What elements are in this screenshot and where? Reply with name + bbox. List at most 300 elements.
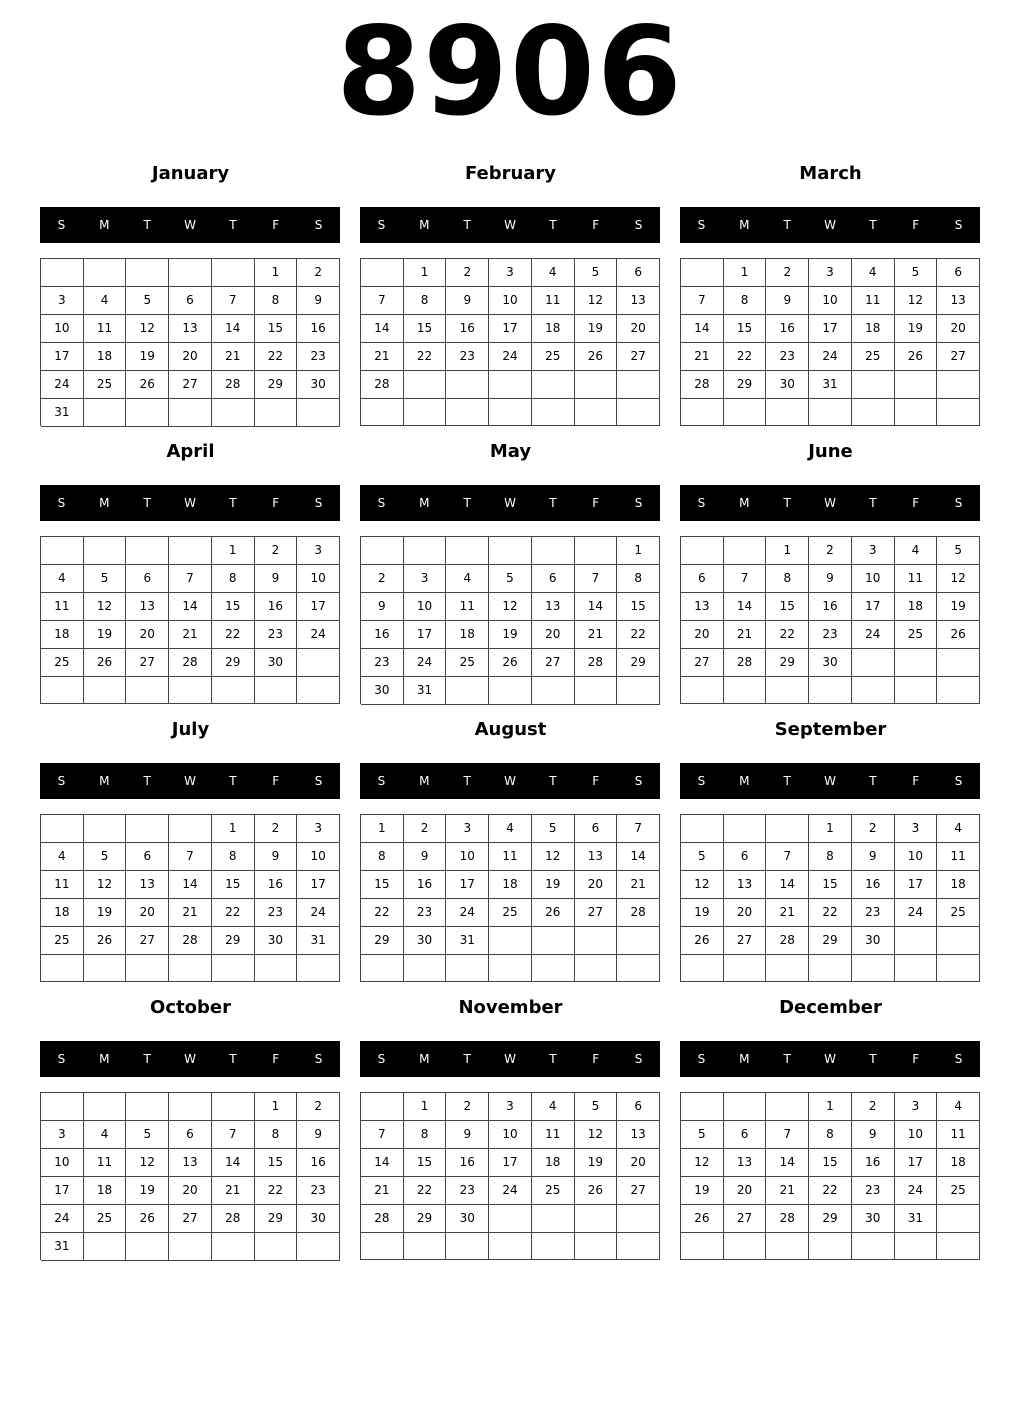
day-cell: 10	[297, 843, 340, 871]
day-cell: 5	[895, 259, 938, 287]
day-cell: 4	[895, 537, 938, 565]
day-grid	[680, 258, 980, 426]
weekday-label: T	[549, 218, 557, 232]
weekday-label: W	[504, 496, 516, 510]
weekday-label: S	[697, 218, 706, 232]
day-cell: 24	[297, 899, 340, 927]
day-cell: 24	[404, 649, 447, 677]
day-cell: 7	[212, 1121, 255, 1149]
day-cell: 27	[169, 1205, 212, 1233]
day-cell: 23	[446, 343, 489, 371]
day-cell: 24	[895, 899, 938, 927]
month-june	[680, 437, 981, 707]
day-cell	[724, 399, 767, 426]
day-cell	[446, 955, 489, 982]
day-cell	[724, 955, 767, 982]
day-cell	[212, 677, 255, 704]
day-cell: 2	[766, 259, 809, 287]
day-cell: 21	[681, 343, 724, 371]
day-cell: 24	[895, 1177, 938, 1205]
day-cell: 16	[446, 315, 489, 343]
day-cell: 17	[41, 1177, 84, 1205]
day-cell: 17	[297, 593, 340, 621]
weekday-header-bar	[680, 1041, 980, 1077]
day-cell	[937, 649, 980, 677]
month-name: December	[779, 997, 882, 1018]
day-cell: 7	[361, 1121, 404, 1149]
weekday-label: T	[463, 1052, 471, 1066]
weekday-label: S	[377, 1052, 386, 1066]
day-cell: 6	[617, 1093, 660, 1121]
day-cell	[532, 537, 575, 565]
day-cell: 22	[361, 899, 404, 927]
weekday-label: F	[912, 774, 920, 788]
day-cell: 15	[404, 315, 447, 343]
day-cell	[212, 1233, 255, 1261]
day-cell: 25	[84, 371, 127, 399]
day-cell: 13	[575, 843, 618, 871]
day-cell: 8	[212, 565, 255, 593]
day-cell: 24	[852, 621, 895, 649]
weekday-label: S	[377, 774, 386, 788]
day-cell: 1	[404, 1093, 447, 1121]
day-cell: 25	[532, 343, 575, 371]
day-cell: 30	[255, 927, 298, 955]
day-cell: 14	[724, 593, 767, 621]
day-cell	[126, 1093, 169, 1121]
day-cell	[766, 677, 809, 704]
day-cell	[937, 371, 980, 399]
day-cell	[361, 259, 404, 287]
weekday-label: F	[912, 218, 920, 232]
weekday-label: T	[783, 496, 791, 510]
day-cell: 16	[852, 871, 895, 899]
day-grid	[360, 258, 660, 426]
day-cell: 14	[212, 1149, 255, 1177]
day-cell	[617, 399, 660, 426]
day-cell	[532, 927, 575, 955]
day-cell: 27	[575, 899, 618, 927]
day-cell	[404, 1233, 447, 1260]
day-cell: 18	[84, 1177, 127, 1205]
weekday-header-bar	[360, 485, 660, 521]
day-cell: 18	[895, 593, 938, 621]
day-cell	[575, 1233, 618, 1260]
day-cell: 18	[489, 871, 532, 899]
day-cell: 11	[84, 315, 127, 343]
day-cell	[84, 537, 127, 565]
weekday-header-bar	[360, 763, 660, 799]
weekday-label: S	[314, 218, 323, 232]
day-cell	[681, 399, 724, 426]
day-cell: 20	[126, 899, 169, 927]
month-november	[360, 993, 661, 1263]
day-cell: 25	[489, 899, 532, 927]
weekday-label: S	[314, 1052, 323, 1066]
day-cell: 8	[766, 565, 809, 593]
day-cell: 3	[446, 815, 489, 843]
day-cell: 21	[617, 871, 660, 899]
day-cell	[489, 1205, 532, 1233]
day-cell: 15	[255, 315, 298, 343]
day-cell: 23	[766, 343, 809, 371]
day-cell: 10	[404, 593, 447, 621]
day-cell: 30	[766, 371, 809, 399]
day-cell	[169, 399, 212, 427]
day-cell: 10	[895, 1121, 938, 1149]
day-cell: 13	[169, 315, 212, 343]
weekday-label: S	[697, 1052, 706, 1066]
day-cell: 18	[937, 1149, 980, 1177]
month-august	[360, 715, 661, 985]
day-cell: 13	[937, 287, 980, 315]
weekday-label: M	[99, 774, 110, 788]
day-cell: 14	[617, 843, 660, 871]
day-cell: 1	[809, 815, 852, 843]
day-cell: 10	[446, 843, 489, 871]
day-cell: 19	[681, 899, 724, 927]
day-cell: 17	[895, 871, 938, 899]
day-cell	[724, 537, 767, 565]
day-cell: 2	[404, 815, 447, 843]
day-cell: 1	[361, 815, 404, 843]
weekday-header-bar	[360, 1041, 660, 1077]
day-cell	[937, 927, 980, 955]
day-cell	[937, 1233, 980, 1260]
day-cell: 18	[41, 621, 84, 649]
day-cell: 9	[852, 843, 895, 871]
day-cell	[126, 955, 169, 982]
day-cell: 27	[617, 1177, 660, 1205]
day-cell: 19	[489, 621, 532, 649]
day-cell: 23	[446, 1177, 489, 1205]
day-cell: 19	[895, 315, 938, 343]
day-cell	[895, 1233, 938, 1260]
day-cell	[681, 1093, 724, 1121]
day-cell: 28	[169, 927, 212, 955]
day-cell: 18	[446, 621, 489, 649]
day-cell: 21	[724, 621, 767, 649]
day-cell	[575, 371, 618, 399]
day-cell: 7	[724, 565, 767, 593]
day-cell	[404, 371, 447, 399]
day-cell: 28	[724, 649, 767, 677]
month-september	[680, 715, 981, 985]
day-cell: 3	[297, 537, 340, 565]
day-cell: 31	[809, 371, 852, 399]
day-cell	[297, 1233, 340, 1261]
day-cell: 12	[575, 1121, 618, 1149]
day-cell: 16	[361, 621, 404, 649]
day-cell: 2	[446, 259, 489, 287]
day-cell: 3	[297, 815, 340, 843]
day-cell: 28	[169, 649, 212, 677]
day-cell	[489, 955, 532, 982]
day-cell: 15	[724, 315, 767, 343]
day-cell: 9	[361, 593, 404, 621]
day-cell	[937, 677, 980, 704]
day-cell: 13	[126, 593, 169, 621]
day-cell: 6	[724, 1121, 767, 1149]
day-cell: 15	[809, 871, 852, 899]
day-cell: 4	[852, 259, 895, 287]
day-cell: 19	[575, 1149, 618, 1177]
day-cell	[126, 259, 169, 287]
day-cell: 20	[126, 621, 169, 649]
day-cell: 27	[937, 343, 980, 371]
day-cell: 11	[41, 593, 84, 621]
day-cell: 10	[852, 565, 895, 593]
day-cell: 28	[212, 371, 255, 399]
day-cell: 5	[575, 259, 618, 287]
day-cell: 31	[895, 1205, 938, 1233]
day-cell: 24	[446, 899, 489, 927]
weekday-label: S	[57, 496, 66, 510]
day-cell: 23	[404, 899, 447, 927]
weekday-label: S	[954, 218, 963, 232]
day-cell	[126, 677, 169, 704]
day-cell	[297, 399, 340, 427]
day-cell: 30	[809, 649, 852, 677]
day-cell: 5	[937, 537, 980, 565]
day-cell: 26	[84, 927, 127, 955]
weekday-label: W	[184, 774, 196, 788]
day-cell: 9	[852, 1121, 895, 1149]
day-cell	[895, 371, 938, 399]
day-cell: 19	[937, 593, 980, 621]
day-cell: 14	[169, 593, 212, 621]
day-cell: 10	[41, 1149, 84, 1177]
month-name: June	[808, 441, 853, 462]
day-cell: 30	[404, 927, 447, 955]
day-cell: 20	[575, 871, 618, 899]
day-cell: 11	[937, 843, 980, 871]
day-cell	[852, 1233, 895, 1260]
day-grid	[680, 1092, 980, 1260]
day-cell: 28	[361, 1205, 404, 1233]
day-cell: 2	[361, 565, 404, 593]
weekday-label: T	[229, 496, 237, 510]
day-cell: 26	[937, 621, 980, 649]
day-cell: 11	[852, 287, 895, 315]
day-cell	[404, 399, 447, 426]
day-cell: 26	[575, 343, 618, 371]
day-cell: 30	[361, 677, 404, 705]
day-cell: 12	[532, 843, 575, 871]
day-cell: 23	[255, 621, 298, 649]
weekday-label: M	[739, 1052, 750, 1066]
day-cell: 21	[766, 1177, 809, 1205]
weekday-label: T	[869, 218, 877, 232]
day-cell: 13	[724, 1149, 767, 1177]
weekday-label: W	[184, 218, 196, 232]
day-cell	[766, 399, 809, 426]
weekday-label: T	[549, 1052, 557, 1066]
day-cell: 26	[681, 1205, 724, 1233]
weekday-label: M	[99, 496, 110, 510]
day-cell: 14	[212, 315, 255, 343]
day-cell: 15	[404, 1149, 447, 1177]
month-name: August	[474, 719, 547, 740]
weekday-label: T	[463, 218, 471, 232]
day-cell	[575, 399, 618, 426]
day-cell	[489, 677, 532, 705]
day-cell	[766, 955, 809, 982]
day-cell: 4	[41, 843, 84, 871]
day-cell	[489, 1233, 532, 1260]
day-cell: 22	[617, 621, 660, 649]
day-cell	[937, 399, 980, 426]
weekday-label: T	[229, 774, 237, 788]
day-cell: 18	[937, 871, 980, 899]
day-cell: 23	[361, 649, 404, 677]
day-cell: 31	[404, 677, 447, 705]
day-cell: 4	[41, 565, 84, 593]
day-cell	[681, 677, 724, 704]
weekday-label: F	[592, 496, 600, 510]
month-may	[360, 437, 661, 707]
day-cell: 5	[126, 287, 169, 315]
day-cell: 17	[404, 621, 447, 649]
day-cell: 23	[809, 621, 852, 649]
day-cell	[126, 537, 169, 565]
day-cell: 20	[617, 315, 660, 343]
day-grid	[40, 814, 340, 982]
day-cell: 26	[126, 371, 169, 399]
day-grid	[40, 1092, 340, 1260]
weekday-label: T	[463, 774, 471, 788]
day-cell: 16	[809, 593, 852, 621]
day-cell: 14	[361, 315, 404, 343]
day-cell	[575, 677, 618, 705]
day-cell: 22	[255, 1177, 298, 1205]
day-cell: 8	[255, 1121, 298, 1149]
day-cell	[809, 1233, 852, 1260]
day-cell: 17	[446, 871, 489, 899]
month-name: March	[799, 163, 862, 184]
day-cell	[361, 399, 404, 426]
day-cell: 21	[361, 1177, 404, 1205]
day-cell: 20	[169, 343, 212, 371]
day-cell: 15	[809, 1149, 852, 1177]
day-cell	[852, 677, 895, 704]
day-cell: 3	[489, 1093, 532, 1121]
day-cell: 3	[404, 565, 447, 593]
day-cell: 27	[169, 371, 212, 399]
day-cell: 31	[446, 927, 489, 955]
day-cell: 10	[297, 565, 340, 593]
day-cell	[297, 649, 340, 677]
weekday-label: F	[272, 496, 280, 510]
weekday-label: S	[57, 218, 66, 232]
day-cell	[809, 399, 852, 426]
day-cell: 26	[126, 1205, 169, 1233]
day-cell: 9	[255, 565, 298, 593]
day-cell: 9	[446, 287, 489, 315]
weekday-label: T	[229, 1052, 237, 1066]
day-cell: 11	[489, 843, 532, 871]
day-cell	[84, 399, 127, 427]
day-cell: 16	[255, 593, 298, 621]
day-cell: 13	[724, 871, 767, 899]
weekday-label: S	[697, 774, 706, 788]
day-cell: 5	[126, 1121, 169, 1149]
weekday-label: W	[824, 1052, 836, 1066]
day-cell: 14	[361, 1149, 404, 1177]
day-cell: 15	[212, 871, 255, 899]
day-cell: 10	[895, 843, 938, 871]
day-cell: 28	[212, 1205, 255, 1233]
day-cell	[41, 259, 84, 287]
day-cell	[361, 1233, 404, 1260]
day-cell: 25	[41, 649, 84, 677]
day-cell: 14	[575, 593, 618, 621]
day-cell	[681, 537, 724, 565]
weekday-label: T	[143, 496, 151, 510]
day-cell: 11	[446, 593, 489, 621]
day-cell: 18	[532, 315, 575, 343]
day-cell: 8	[404, 1121, 447, 1149]
day-cell: 22	[255, 343, 298, 371]
day-cell: 3	[41, 287, 84, 315]
weekday-label: M	[99, 1052, 110, 1066]
day-cell: 31	[41, 1233, 84, 1261]
day-cell: 22	[809, 899, 852, 927]
day-grid	[40, 258, 340, 426]
day-cell: 6	[681, 565, 724, 593]
year-title: 8906	[336, 1, 684, 143]
day-cell: 2	[809, 537, 852, 565]
day-cell: 16	[297, 315, 340, 343]
day-cell: 21	[212, 343, 255, 371]
month-july	[40, 715, 341, 985]
day-cell	[617, 1205, 660, 1233]
day-cell: 8	[809, 843, 852, 871]
day-cell: 29	[212, 927, 255, 955]
weekday-header-bar	[40, 1041, 340, 1077]
day-grid	[40, 536, 340, 704]
day-cell: 9	[446, 1121, 489, 1149]
day-cell: 24	[489, 1177, 532, 1205]
day-cell	[532, 399, 575, 426]
weekday-label: S	[954, 1052, 963, 1066]
day-cell	[489, 927, 532, 955]
weekday-label: T	[869, 1052, 877, 1066]
day-cell	[169, 1233, 212, 1261]
day-cell	[532, 1205, 575, 1233]
day-cell	[895, 927, 938, 955]
day-cell: 1	[212, 537, 255, 565]
day-cell	[809, 677, 852, 704]
weekday-label: T	[143, 218, 151, 232]
day-cell: 29	[255, 1205, 298, 1233]
day-cell: 17	[297, 871, 340, 899]
day-cell: 28	[575, 649, 618, 677]
day-cell: 11	[532, 287, 575, 315]
day-cell	[446, 677, 489, 705]
day-cell: 17	[809, 315, 852, 343]
day-cell: 15	[361, 871, 404, 899]
month-january	[40, 159, 341, 429]
weekday-label: W	[824, 774, 836, 788]
day-cell: 4	[84, 1121, 127, 1149]
weekday-label: T	[783, 1052, 791, 1066]
day-cell: 15	[766, 593, 809, 621]
day-cell: 18	[852, 315, 895, 343]
weekday-label: F	[272, 774, 280, 788]
day-cell: 5	[84, 843, 127, 871]
day-cell: 18	[84, 343, 127, 371]
